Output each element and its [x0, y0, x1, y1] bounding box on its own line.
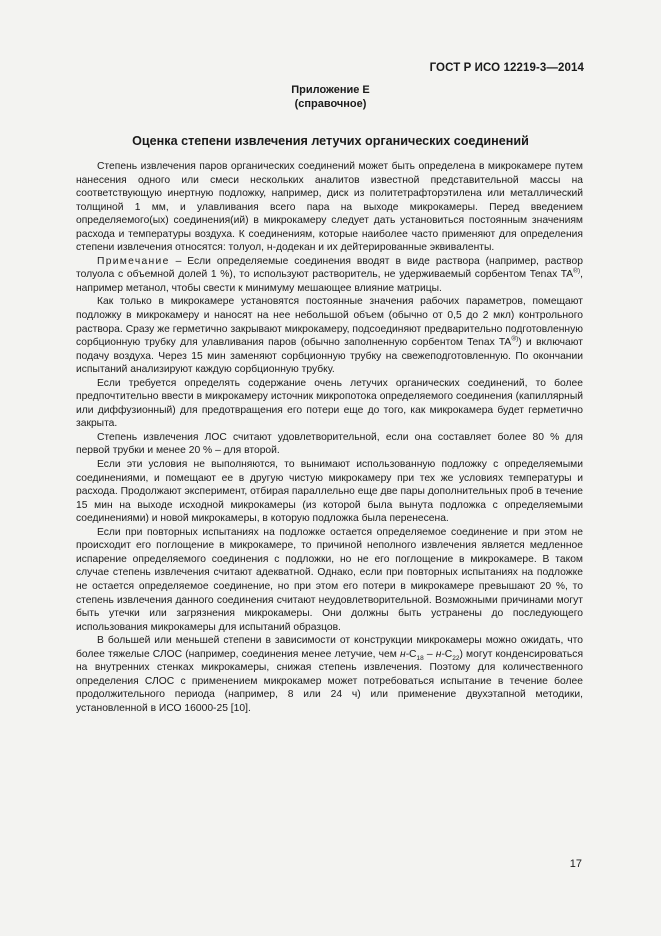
- appendix-label: Приложение Е: [291, 84, 370, 96]
- paragraph-7: [76, 634, 583, 715]
- paragraph-5: Если эти условия не выполняются, то вынимают использованную подложку с определяемыми соединениями, и помещают ее в другую чистую микрокамеру при тех же условиях температуры и расхода. Продолжают эксперимент, отбирая параллельно еще две пары дополнительных проб в течение 15 мин на выходе исходной микрокамеры (из которой была вынута подложка с определяемыми соединениями) и новой микрокамеры, в которую подложка была перенесена.: [76, 459, 583, 525]
- paragraph-2-superscript: ®): [511, 335, 519, 343]
- paragraph-4: Степень извлечения ЛОС считают удовлетворительной, если она составляет более 80 % для первой трубки и менее 20 % – для второй.: [76, 431, 583, 457]
- body-text: [76, 160, 583, 715]
- paragraph-6: Если при повторных испытаниях на подложке остается определяемое соединение и при этом не происходит его поглощение в микрокамере, то причиной неполного извлечения является медленное испарение определяемого соединения с подложки, но не его поглощение в микрокамере. В таком случае степень извлечения считают адекватной. Однако, если при повторных испытаниях на подложке не остается определяемое соединение, но при этом его потери в микрокамере превышают 20 %, то степень извлечения данного соединения считают неудовлетворительной. Возможными причинами могут быть утечки или загрязнения микрокамеры. Они должны быть устранены до последующего использования микрокамеры для испытаний образцов.: [76, 526, 583, 633]
- paragraph-1: Степень извлечения паров органических соединений может быть определена в микрокамере путем нанесения одного или смеси нескольких аналитов известной представительной массы на соответствующую инертную подложку, например, диск из политетрафторэтилена или металлический толщиной 1 мм, и улавливания всего пара на выходе микрокамеры. Перед введением определяемого(ых) соединения(ий) в микрокамеру следует дать установиться постоянным значениям расхода и температуры воздуха. К соединениям, которые наиболее часто применяют для определения степени извлечения относятся: толуол, н-додекан и их дейтерированные эквиваленты.: [76, 161, 583, 254]
- paragraph-3: Если требуется определять содержание очень летучих органических соединений, то более предпочтительно ввести в микрокамеру источник микропотока определяемого соединения (капиллярный или диффузионный) для предотвращения его потери еще до того, как микрокамера будет герметично закрыта.: [76, 377, 583, 430]
- formula-c22-base: C: [444, 648, 453, 660]
- appendix-type: (справочное): [294, 98, 367, 110]
- paragraph-2-text-b: ) и включают подачу воздуха. Через 15 мин заменяют сорбционную трубку на свежеподготовленную. По окончании испытаний анализируют каждую сорбционную трубку.: [76, 337, 583, 376]
- formula-c18-subscript: 18: [416, 654, 424, 662]
- note-paragraph: [76, 255, 583, 296]
- formula-dash: –: [423, 648, 436, 660]
- note-text-a: – Если определяемые соединения вводят в виде раствора (например, раствор толуола с объемной долей 1 %), то используют растворитель, не удерживаемый сорбентом Tenax TA: [76, 255, 583, 281]
- paragraph-7-text-b: ) могут конденсироваться на внутренних стенках микрокамеры, снижая степень извлечения. Поэтому для количественного определения СЛОС с применением микрокамер может потребоваться испытание в течение более продолжительного периода (например, 8 или 24 ч) или применение двухэтапной методики, установленной в ИСО 16000-25 [10].: [76, 648, 584, 714]
- formula-c22-subscript: 22: [452, 654, 460, 662]
- note-label: Примечание: [97, 255, 170, 267]
- section-title: Оценка степени извлечения летучих органических соединений: [132, 134, 529, 148]
- paragraph-2-text-a: Как только в микрокамере установятся постоянные значения рабочих параметров, помещают подложку в микрокамеру и наносят на нее небольшой объем (обычно от 0,5 до 2 мкл) контрольного раствора. Сразу же герметично закрывают микрокамеру, подсоединяют предварительно подготовленную сорбционную трубку для улавливания паров (обычно заполненную сорбентом Tenax TA: [76, 296, 583, 349]
- formula-c18-prefix: н-: [399, 648, 410, 660]
- paragraph-2: [76, 295, 583, 376]
- note-text-b: , например метанол, чтобы свести к минимуму мешающее влияние матрицы.: [76, 269, 583, 294]
- note-superscript: ®): [573, 267, 581, 275]
- paragraph-7-text-a: В большей или меньшей степени в зависимости от конструкции микрокамеры можно ожидать, что более тяжелые СЛОС (например, соединения менее летучие, чем: [76, 635, 583, 660]
- appendix-heading: [0, 83, 661, 111]
- formula-c18-base: C: [409, 648, 417, 660]
- formula-c22-prefix: н-: [435, 648, 445, 660]
- standard-code: ГОСТ Р ИСО 12219-3—2014: [429, 62, 584, 74]
- page-number: 17: [569, 858, 582, 870]
